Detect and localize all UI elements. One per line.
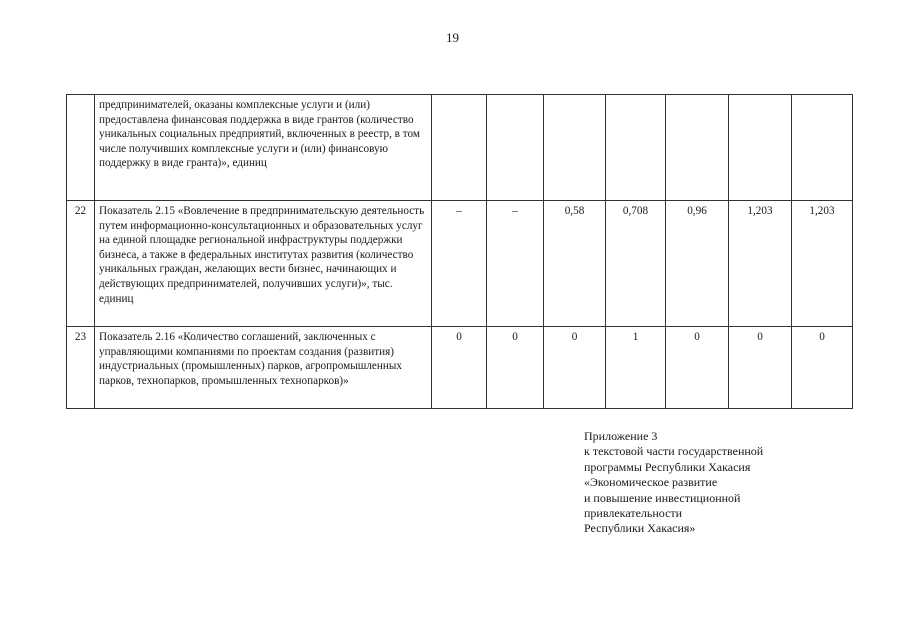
table-row (67, 327, 853, 409)
indicator-description: предпринимателей, оказаны комплексные услуги и (или) предоставлена финансовая поддержка в виде грантов (количество уникальных социальных предприятий, включенных в реестр, в том числе получивших комплексные услуги и (или) финансовую поддержку в виде гранта)», единиц (95, 95, 432, 201)
table-row (67, 95, 853, 201)
appendix-line: привлекательности (584, 506, 683, 521)
value-cell (432, 95, 487, 201)
appendix-line: «Экономическое развитие (584, 475, 718, 490)
value-cell: 0,96 (666, 201, 729, 327)
page-number: 19 (446, 30, 459, 45)
indicator-description: Показатель 2.16 «Количество соглашений, заключенных с управляющими компаниями по проектам создания (развития) индустриальных (промышленных) парков, агропромышленных парков, технопарков, промышленных технопарков)» (95, 327, 432, 409)
appendix-line: программы Республики Хакасия (584, 459, 751, 474)
value-cell: 0,708 (606, 201, 666, 327)
appendix-line: и повышение инвестиционной (584, 490, 741, 505)
row-number (67, 95, 95, 201)
value-cell: 0 (487, 327, 544, 409)
value-cell: 1 (606, 327, 666, 409)
appendix-line: Приложение 3 (584, 429, 658, 443)
value-cell: – (487, 201, 544, 327)
value-cell: – (432, 201, 487, 327)
value-cell (729, 95, 792, 201)
value-cell: 0 (666, 327, 729, 409)
value-cell (666, 95, 729, 201)
appendix-line: Республики Хакасия» (584, 521, 696, 536)
value-cell: 1,203 (792, 201, 853, 327)
value-cell: 0,58 (544, 201, 606, 327)
row-number: 22 (67, 201, 95, 327)
indicators-table (66, 94, 853, 409)
value-cell: 1,203 (729, 201, 792, 327)
value-cell: 0 (792, 327, 853, 409)
value-cell: 0 (544, 327, 606, 409)
appendix-header (584, 429, 763, 537)
value-cell (792, 95, 853, 201)
value-cell (544, 95, 606, 201)
value-cell: 0 (432, 327, 487, 409)
value-cell: 0 (729, 327, 792, 409)
appendix-line: к текстовой части государственной (584, 444, 764, 459)
value-cell (606, 95, 666, 201)
indicator-description: Показатель 2.15 «Вовлечение в предпринимательскую деятельность путем информационно-консультационных и образовательных услуг на единой площадке региональной инфраструктуры поддержки бизнеса, а также в федеральных институтах развития (количество уникальных граждан, желающих вести бизнес, начинающих и действующих предпринимателей, получивших услуги)», тыс. единиц (95, 201, 432, 327)
row-number: 23 (67, 327, 95, 409)
table-row (67, 201, 853, 327)
value-cell (487, 95, 544, 201)
